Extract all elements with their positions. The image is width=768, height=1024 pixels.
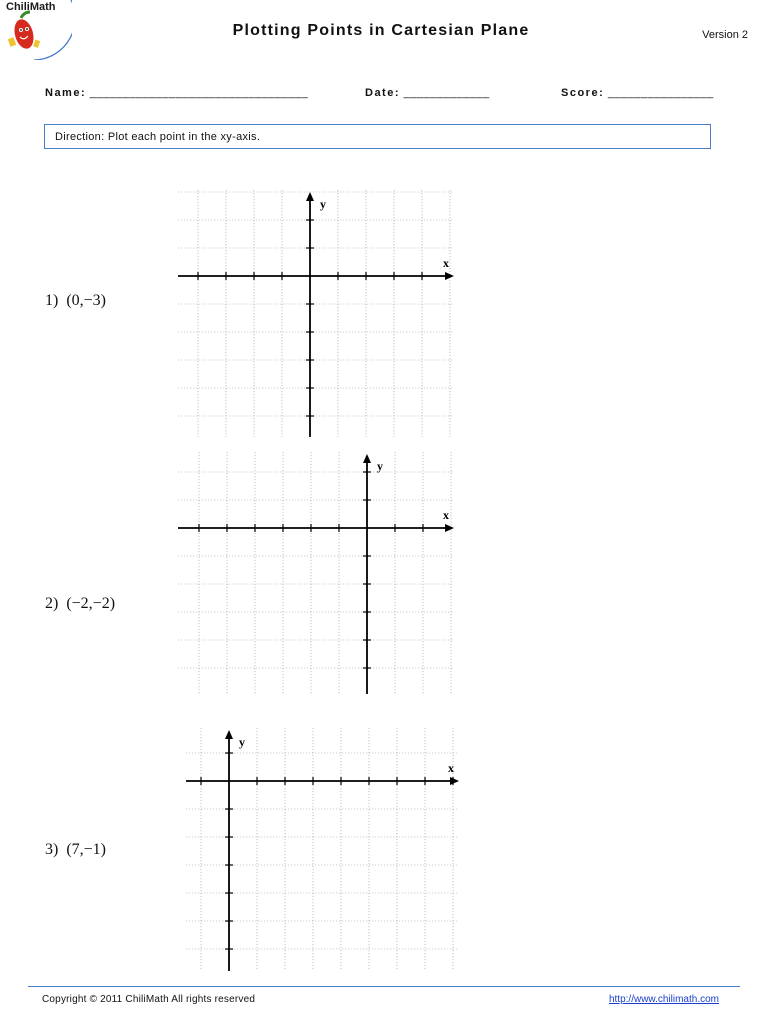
y-axis-arrow [225,730,233,739]
score-field[interactable] [561,87,714,99]
name-label: Name: [45,87,87,99]
x-axis-label: x [443,508,449,522]
direction-box: Direction: Plot each point in the xy-axis. [44,124,711,149]
y-axis-label: y [239,735,245,749]
problem-2 [45,595,115,613]
page-title: Plotting Points in Cartesian Plane [232,22,530,39]
x-axis-arrow [450,777,459,785]
problem-number: 2) [45,595,59,612]
y-axis-label: y [320,197,326,211]
score-blank: ________________ [607,87,714,99]
y-axis-arrow [306,192,314,201]
version-label: Version 2 [702,29,748,41]
coordinate-grid-1[interactable] [178,190,463,437]
x-axis-arrow [445,524,454,532]
date-blank: _____________ [403,87,490,99]
problem-1 [45,292,106,310]
coordinate-grid-2[interactable] [178,452,463,694]
name-field[interactable] [45,87,308,99]
x-axis-label: x [443,256,449,270]
problem-point: (7,−1) [66,841,107,858]
footer-divider [28,986,740,987]
copyright-text: Copyright © 2011 ChiliMath All rights reserved [42,994,256,1005]
footer-link[interactable]: http://www.chilimath.com [608,994,719,1005]
name-blank: _________________________________ [89,87,309,99]
coordinate-grid-3[interactable] [186,728,468,971]
problem-number: 1) [45,292,59,309]
date-field[interactable] [365,87,490,99]
y-axis-arrow [363,454,371,463]
x-axis-label: x [448,761,454,775]
x-axis-arrow [445,272,454,280]
problem-point: (−2,−2) [66,595,116,612]
score-label: Score: [561,87,605,99]
problem-3 [45,841,106,859]
y-axis-label: y [377,459,383,473]
problem-number: 3) [45,841,59,858]
date-label: Date: [365,87,401,99]
logo-text: ChiliMath [6,1,56,13]
problem-point: (0,−3) [66,292,107,309]
